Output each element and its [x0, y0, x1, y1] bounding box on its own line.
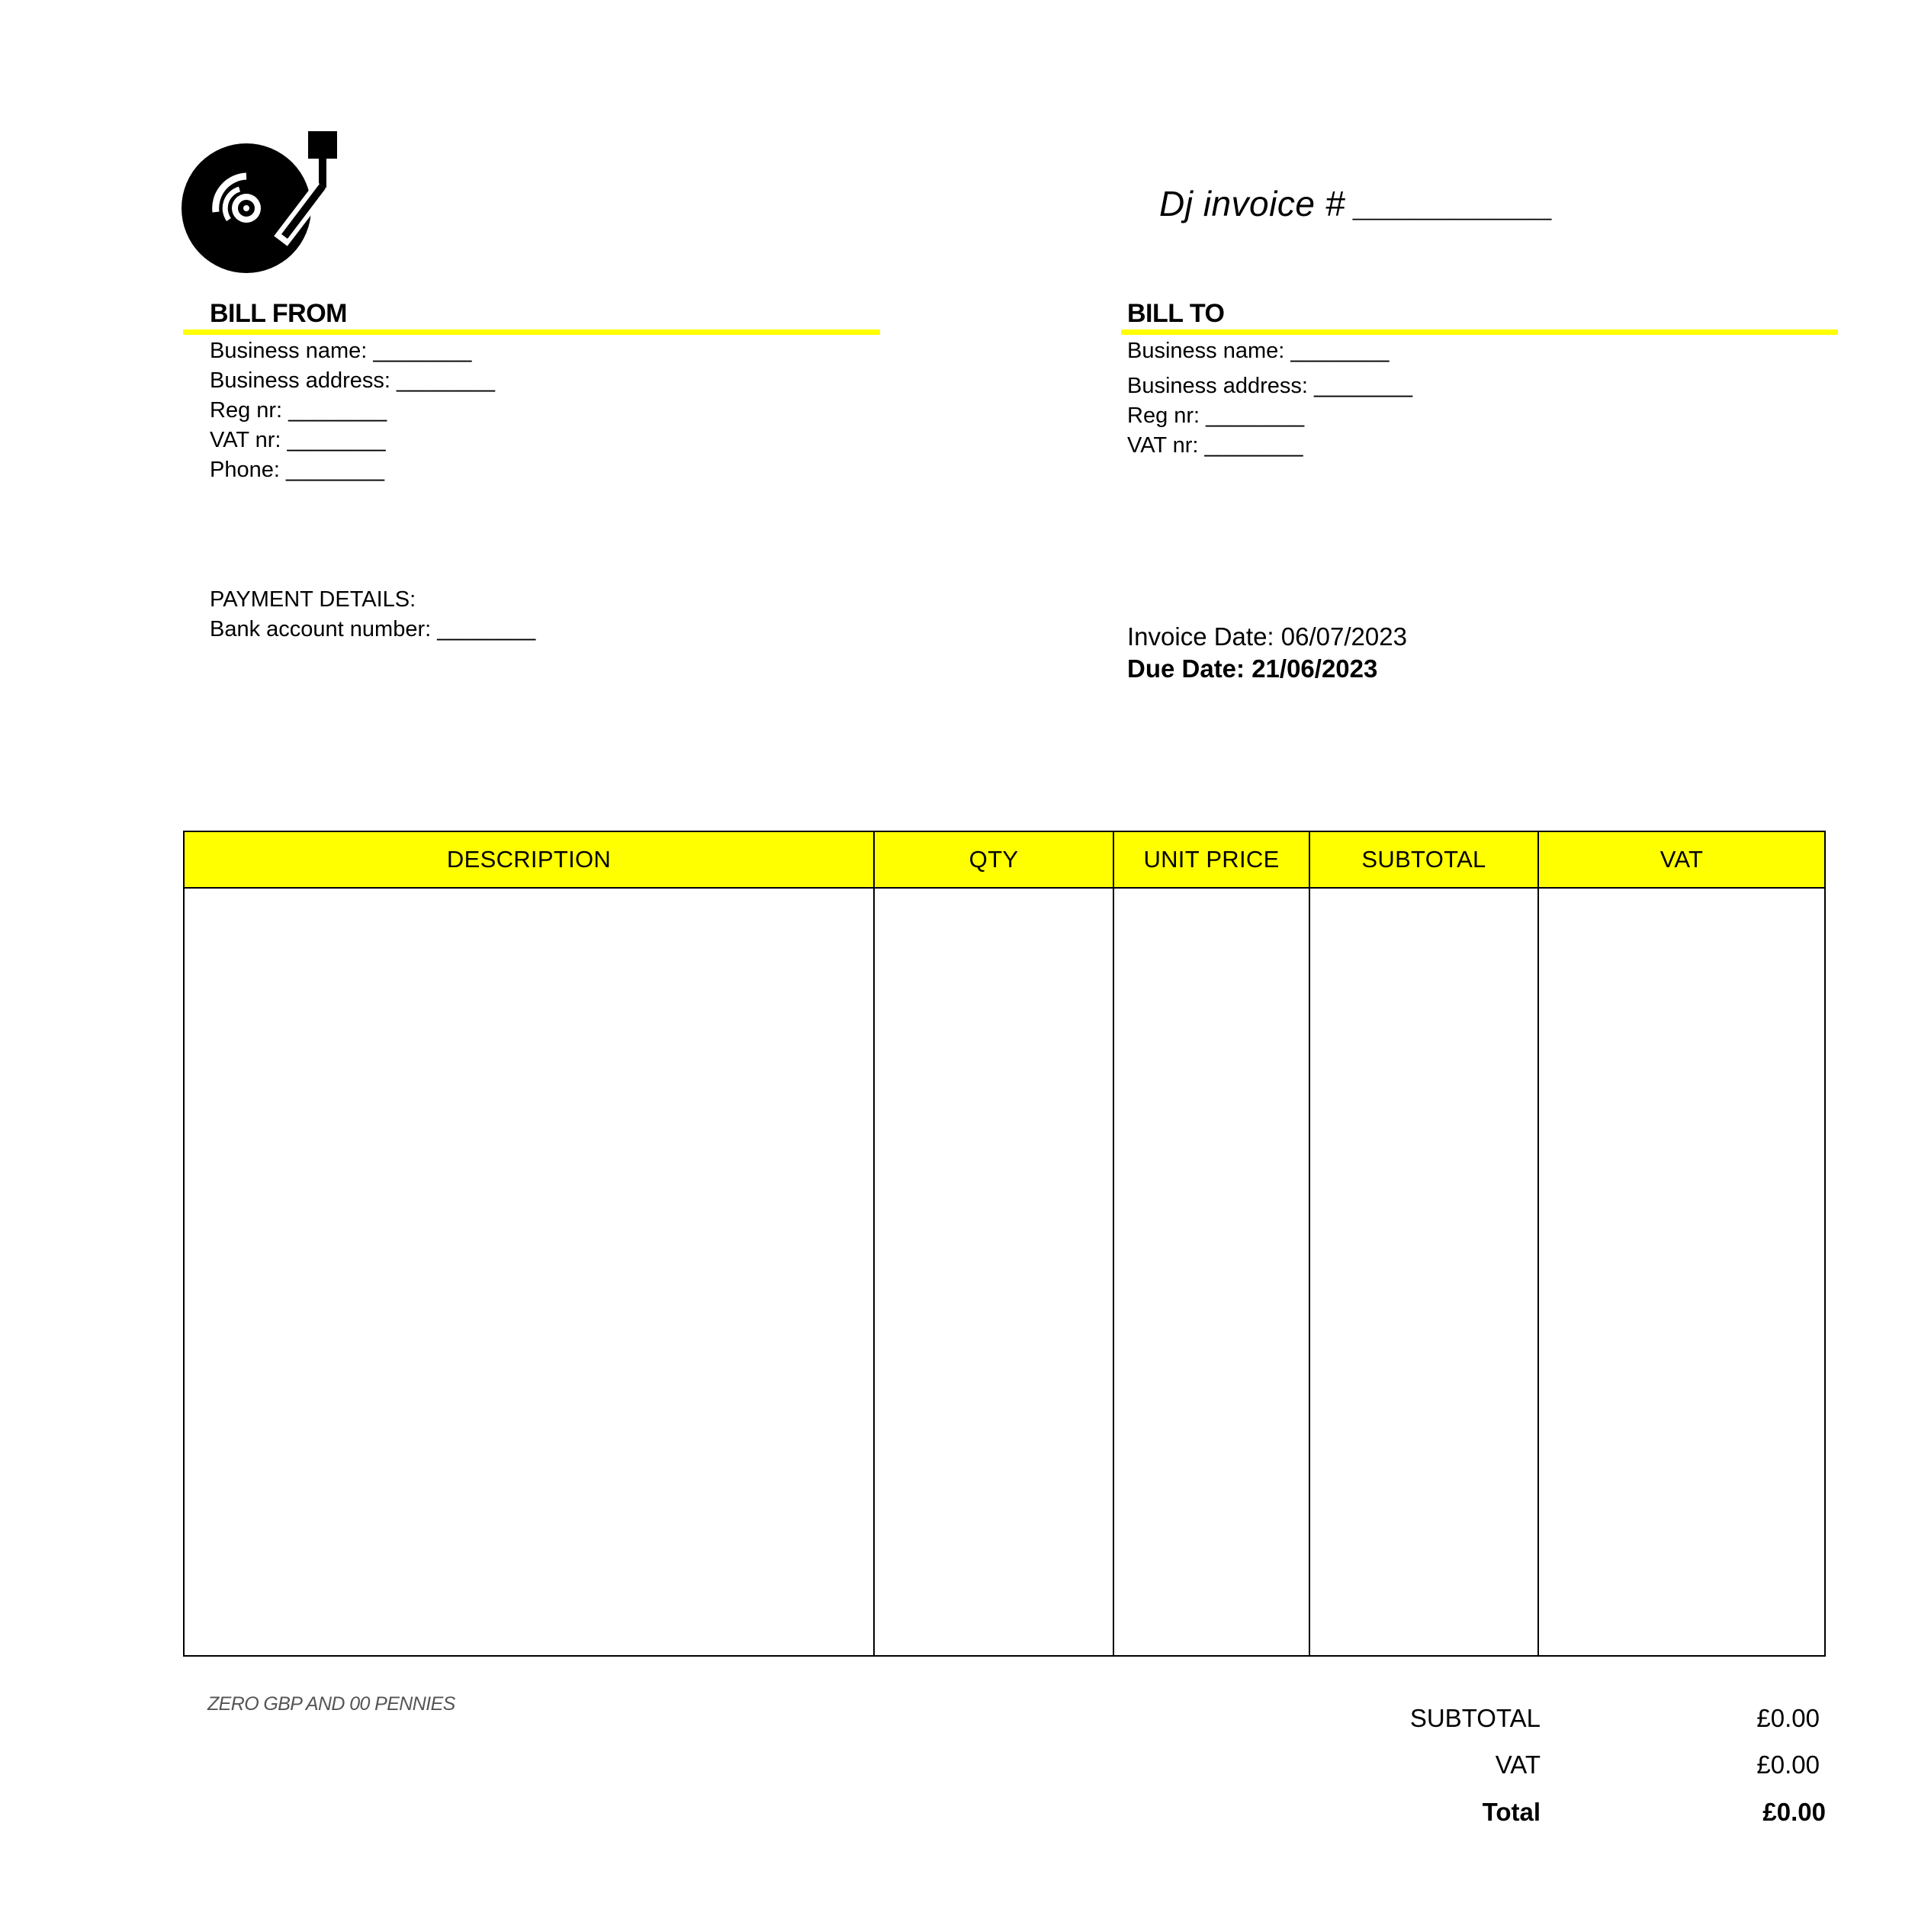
total-value: £0.00 — [1762, 1798, 1826, 1826]
bill-to-divider — [1121, 330, 1838, 335]
invoice-date: Invoice Date: 06/07/2023 — [1127, 622, 1407, 651]
payment-details-heading: PAYMENT DETAILS: — [210, 587, 416, 612]
bill-to-vat-nr: VAT nr: ________ — [1127, 433, 1303, 458]
header-description: DESCRIPTION — [185, 832, 875, 889]
bill-to-reg-nr: Reg nr: ________ — [1127, 403, 1305, 428]
bill-from-vat-nr: VAT nr: ________ — [210, 428, 386, 452]
header-vat: VAT — [1539, 832, 1824, 889]
vat-label: VAT — [1495, 1750, 1541, 1779]
bill-to-business-address: Business address: ________ — [1127, 374, 1413, 398]
line-items-table — [183, 831, 1826, 1657]
amount-in-words: ZERO GBP AND 00 PENNIES — [207, 1693, 455, 1715]
bill-from-business-address: Business address: ________ — [210, 368, 496, 393]
turntable-vinyl-icon — [182, 128, 342, 273]
bill-from-phone: Phone: ________ — [210, 458, 384, 482]
subtotal-label: SUBTOTAL — [1409, 1704, 1541, 1732]
total-label: Total — [1482, 1798, 1541, 1826]
header-subtotal: SUBTOTAL — [1310, 832, 1539, 889]
description-column-cell — [185, 889, 875, 1655]
bill-from-divider — [183, 330, 880, 335]
vat-column-cell — [1539, 889, 1824, 1655]
qty-column-cell — [875, 889, 1114, 1655]
header-qty: QTY — [875, 832, 1114, 889]
bill-from-heading: BILL FROM — [210, 299, 347, 328]
due-date: Due Date: 21/06/2023 — [1127, 654, 1378, 683]
bank-account-number: Bank account number: ________ — [210, 617, 536, 641]
vat-value: £0.00 — [1756, 1750, 1820, 1779]
unit-price-column-cell — [1114, 889, 1310, 1655]
invoice-title: Dj invoice # __________ — [1159, 184, 1554, 223]
bill-to-business-name: Business name: ________ — [1127, 339, 1390, 363]
bill-from-reg-nr: Reg nr: ________ — [210, 398, 387, 423]
subtotal-value: £0.00 — [1756, 1704, 1820, 1732]
subtotal-column-cell — [1310, 889, 1539, 1655]
bill-from-business-name: Business name: ________ — [210, 339, 472, 363]
header-unit-price: UNIT PRICE — [1114, 832, 1310, 889]
bill-to-heading: BILL TO — [1127, 299, 1225, 328]
